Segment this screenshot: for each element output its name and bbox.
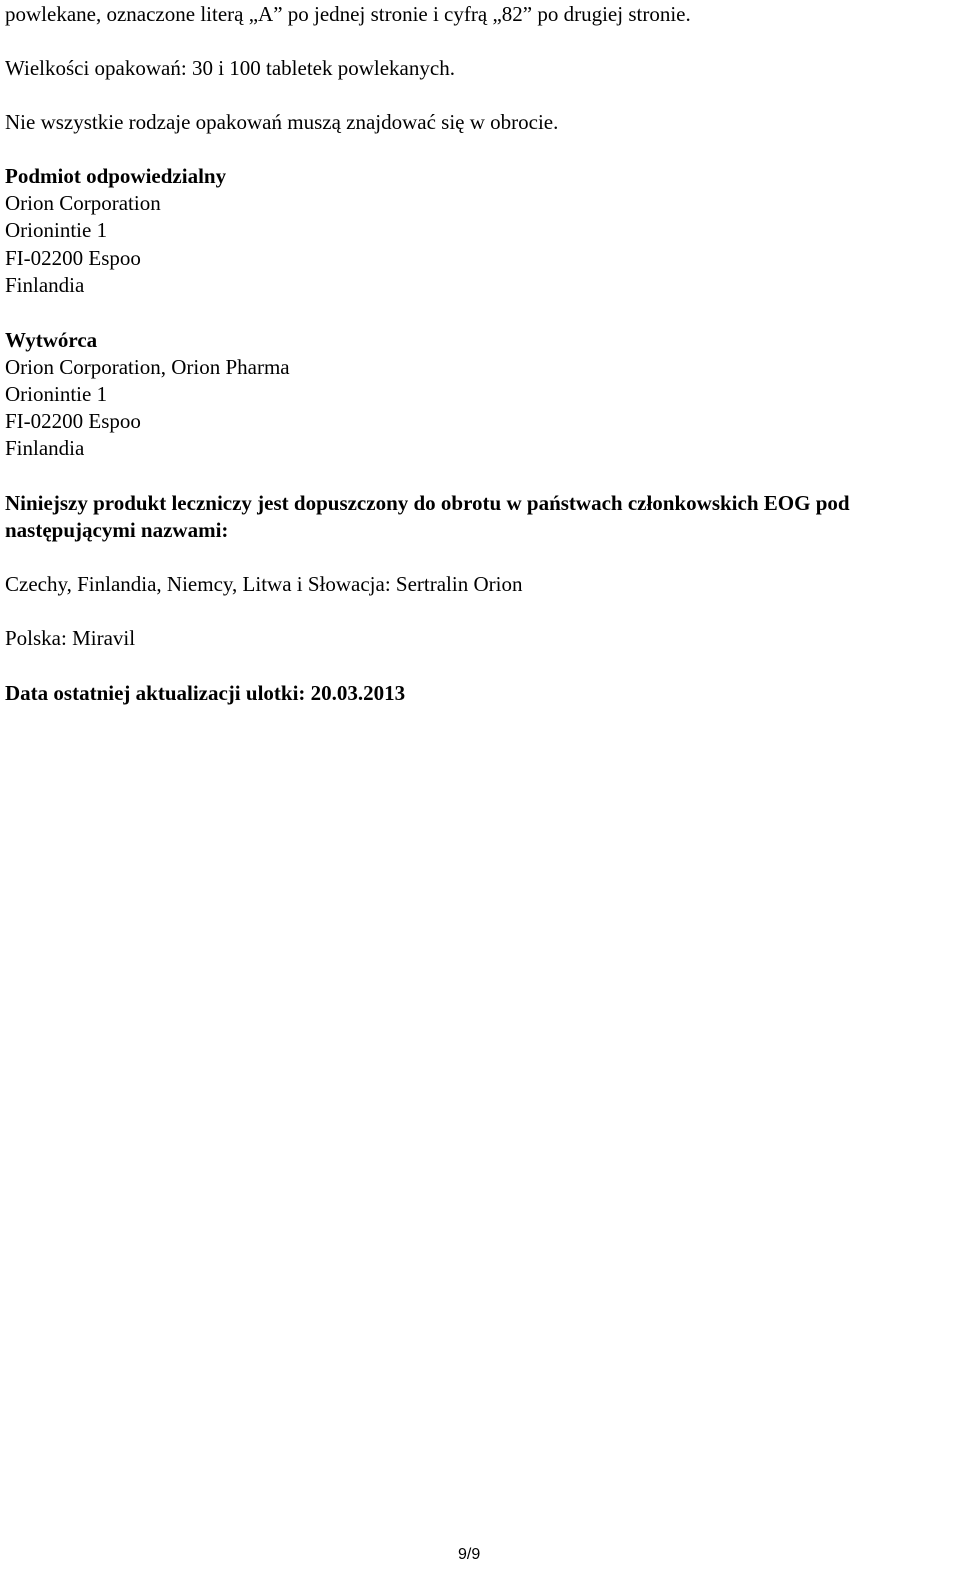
manufacturer-street: Orionintie 1 (5, 382, 108, 406)
product-names-eu: Czechy, Finlandia, Niemcy, Litwa i Słowacja: Sertralin Orion (5, 572, 523, 596)
leaflet-page (5, 0, 955, 1576)
responsible-entity-name: Orion Corporation (5, 191, 161, 215)
pack-sizes-text: Wielkości opakowań: 30 i 100 tabletek powlekanych. (5, 56, 455, 80)
page-number: 9/9 (458, 1546, 481, 1563)
packaging-description-text: powlekane, oznaczone literą „A” po jednej stronie i cyfrą „82” po drugiej stronie. (5, 2, 691, 26)
manufacturer-country: Finlandia (5, 436, 85, 460)
product-name-poland: Polska: Miravil (5, 626, 136, 650)
marketing-note-text: Nie wszystkie rodzaje opakowań muszą znajdować się w obrocie. (5, 110, 559, 134)
responsible-entity-street: Orionintie 1 (5, 218, 108, 242)
authorisation-heading-line-2: następującymi nazwami: (5, 518, 229, 542)
responsible-entity-city: FI-02200 Espoo (5, 246, 141, 270)
last-update-date: Data ostatniej aktualizacji ulotki: 20.03.2013 (5, 681, 406, 705)
manufacturer-name: Orion Corporation, Orion Pharma (5, 355, 290, 379)
manufacturer-city: FI-02200 Espoo (5, 409, 141, 433)
manufacturer-heading: Wytwórca (5, 328, 98, 352)
responsible-entity-country: Finlandia (5, 273, 85, 297)
responsible-entity-heading: Podmiot odpowiedzialny (5, 164, 227, 188)
authorisation-heading-line-1: Niniejszy produkt leczniczy jest dopuszczony do obrotu w państwach członkowskich EOG pod (5, 491, 850, 515)
